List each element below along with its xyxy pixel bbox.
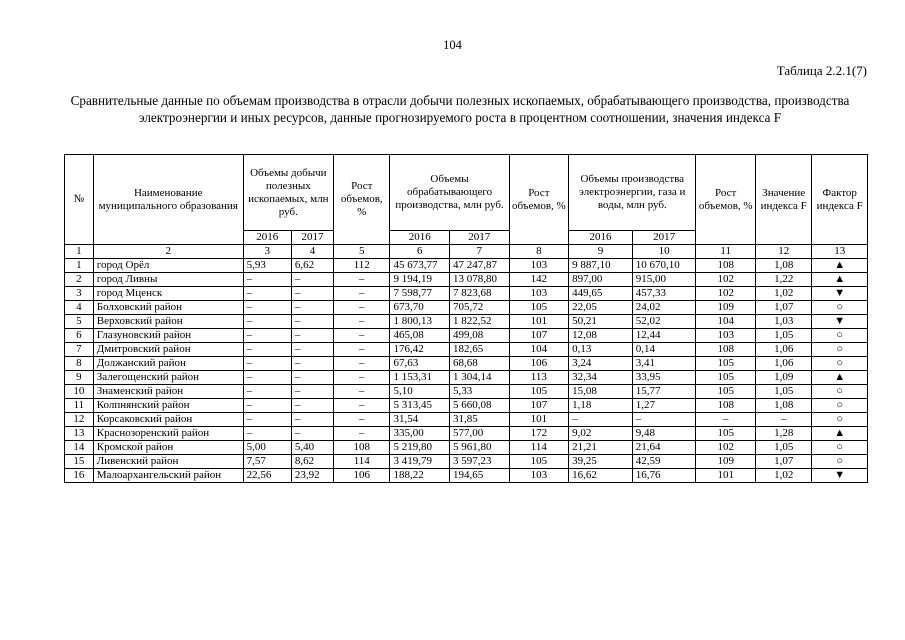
electricity-2017: 3,41: [632, 357, 696, 371]
municipality-name: Малоархангельский район: [93, 469, 243, 483]
row-number: 8: [65, 357, 94, 371]
manufacturing-2016: 7 598,77: [390, 287, 450, 301]
header-year: 2017: [291, 231, 333, 245]
manufacturing-growth: 106: [509, 357, 569, 371]
mining-2016: –: [243, 427, 291, 441]
manufacturing-2017: 705,72: [450, 301, 510, 315]
mining-2017: –: [291, 315, 333, 329]
mining-2016: 5,00: [243, 441, 291, 455]
electricity-2016: 12,08: [569, 329, 633, 343]
index-f-value: 1,08: [755, 399, 811, 413]
manufacturing-growth: 103: [509, 469, 569, 483]
electricity-growth: 102: [696, 273, 756, 287]
manufacturing-growth: 105: [509, 385, 569, 399]
table-row: [65, 315, 868, 329]
municipality-name: Залегощенский район: [93, 371, 243, 385]
table-row: [65, 273, 868, 287]
index-f-value: 1,22: [755, 273, 811, 287]
municipality-name: город Ливны: [93, 273, 243, 287]
electricity-2016: 1,18: [569, 399, 633, 413]
manufacturing-growth: 103: [509, 287, 569, 301]
index-f-factor-icon: ○: [812, 357, 868, 371]
row-number: 7: [65, 343, 94, 357]
electricity-2016: 897,00: [569, 273, 633, 287]
header-electricity-growth: Рост объемов, %: [696, 155, 756, 245]
row-number: 13: [65, 427, 94, 441]
table-row: [65, 357, 868, 371]
municipality-name: Ливенский район: [93, 455, 243, 469]
mining-growth: –: [334, 357, 390, 371]
manufacturing-2016: 335,00: [390, 427, 450, 441]
manufacturing-growth: 107: [509, 329, 569, 343]
manufacturing-growth: 113: [509, 371, 569, 385]
header-index-value: Значение индекса F: [755, 155, 811, 245]
mining-growth: –: [334, 385, 390, 399]
header-number: №: [65, 155, 94, 245]
electricity-2017: 24,02: [632, 301, 696, 315]
electricity-growth: 105: [696, 385, 756, 399]
header-year: 2016: [390, 231, 450, 245]
mining-2016: –: [243, 329, 291, 343]
electricity-growth: 101: [696, 469, 756, 483]
manufacturing-growth: 104: [509, 343, 569, 357]
mining-growth: 114: [334, 455, 390, 469]
index-f-value: 1,02: [755, 469, 811, 483]
table-row: [65, 301, 868, 315]
header-year: 2017: [450, 231, 510, 245]
electricity-2017: 42,59: [632, 455, 696, 469]
table-row: [65, 413, 868, 427]
mining-2017: –: [291, 329, 333, 343]
column-number: 7: [450, 245, 510, 259]
table-title: Сравнительные данные по объемам производства в отрасли добычи полезных ископаемых, обрабатывающего производства, производства электроэнергии и иных ресурсов, данные прогнозируемого роста в процентном соотношении, значения индекса F: [70, 93, 850, 125]
mining-growth: –: [334, 343, 390, 357]
index-f-value: 1,28: [755, 427, 811, 441]
electricity-growth: 105: [696, 371, 756, 385]
manufacturing-growth: 101: [509, 413, 569, 427]
index-f-factor-icon: ○: [812, 399, 868, 413]
row-number: 12: [65, 413, 94, 427]
header-index-factor: Фактор индекса F: [812, 155, 868, 245]
mining-2017: –: [291, 427, 333, 441]
row-number: 15: [65, 455, 94, 469]
electricity-growth: 105: [696, 357, 756, 371]
header-manufacturing: Объемы обрабатывающего производства, млн руб.: [390, 155, 509, 231]
mining-2016: –: [243, 413, 291, 427]
table-row: [65, 469, 868, 483]
table-row: [65, 455, 868, 469]
index-f-value: 1,03: [755, 315, 811, 329]
mining-2017: –: [291, 413, 333, 427]
electricity-2017: 9,48: [632, 427, 696, 441]
index-f-factor-icon: ▼: [812, 287, 868, 301]
mining-growth: –: [334, 399, 390, 413]
column-number: 6: [390, 245, 450, 259]
electricity-2017: 915,00: [632, 273, 696, 287]
table-body: [65, 259, 868, 483]
mining-2017: 5,40: [291, 441, 333, 455]
mining-growth: 112: [334, 259, 390, 273]
electricity-2017: 10 670,10: [632, 259, 696, 273]
manufacturing-2016: 465,08: [390, 329, 450, 343]
manufacturing-2017: 1 822,52: [450, 315, 510, 329]
header-mining: Объемы добычи полезных ископаемых, млн руб.: [243, 155, 333, 231]
row-number: 14: [65, 441, 94, 455]
header-year: 2016: [569, 231, 633, 245]
mining-2016: –: [243, 357, 291, 371]
mining-2016: 5,93: [243, 259, 291, 273]
electricity-2017: 33,95: [632, 371, 696, 385]
electricity-2016: 22,05: [569, 301, 633, 315]
page-number: 104: [443, 38, 462, 52]
manufacturing-2017: 5,33: [450, 385, 510, 399]
municipality-name: Дмитровский район: [93, 343, 243, 357]
mining-growth: –: [334, 287, 390, 301]
index-f-value: 1,06: [755, 357, 811, 371]
mining-2016: –: [243, 371, 291, 385]
electricity-2017: 12,44: [632, 329, 696, 343]
manufacturing-2017: 194,65: [450, 469, 510, 483]
column-number: 11: [696, 245, 756, 259]
index-f-factor-icon: ▲: [812, 273, 868, 287]
electricity-2017: 0,14: [632, 343, 696, 357]
electricity-2016: 449,65: [569, 287, 633, 301]
mining-2016: 22,56: [243, 469, 291, 483]
manufacturing-2017: 3 597,23: [450, 455, 510, 469]
electricity-2017: 1,27: [632, 399, 696, 413]
mining-2017: –: [291, 301, 333, 315]
index-f-factor-icon: ▼: [812, 315, 868, 329]
mining-growth: –: [334, 315, 390, 329]
mining-growth: 108: [334, 441, 390, 455]
electricity-2017: 52,02: [632, 315, 696, 329]
row-number: 9: [65, 371, 94, 385]
electricity-2016: 32,34: [569, 371, 633, 385]
electricity-growth: 104: [696, 315, 756, 329]
column-number: 12: [755, 245, 811, 259]
electricity-2016: 15,08: [569, 385, 633, 399]
mining-growth: –: [334, 273, 390, 287]
manufacturing-growth: 172: [509, 427, 569, 441]
index-f-factor-icon: ○: [812, 385, 868, 399]
manufacturing-growth: 114: [509, 441, 569, 455]
manufacturing-2016: 67,63: [390, 357, 450, 371]
table-row: [65, 399, 868, 413]
electricity-2016: 21,21: [569, 441, 633, 455]
manufacturing-2016: 188,22: [390, 469, 450, 483]
electricity-2017: 15,77: [632, 385, 696, 399]
mining-2017: –: [291, 287, 333, 301]
index-f-factor-icon: ○: [812, 343, 868, 357]
electricity-2017: –: [632, 413, 696, 427]
index-f-factor-icon: ○: [812, 455, 868, 469]
index-f-value: 1,07: [755, 301, 811, 315]
mining-2016: –: [243, 385, 291, 399]
index-f-value: 1,07: [755, 455, 811, 469]
manufacturing-2017: 68,68: [450, 357, 510, 371]
mining-2016: –: [243, 315, 291, 329]
header-name: Наименование муниципального образования: [93, 155, 243, 245]
mining-2017: –: [291, 343, 333, 357]
index-f-value: 1,08: [755, 259, 811, 273]
mining-2016: 7,57: [243, 455, 291, 469]
manufacturing-2016: 5 219,80: [390, 441, 450, 455]
row-number: 4: [65, 301, 94, 315]
mining-2017: –: [291, 385, 333, 399]
municipality-name: Верховский район: [93, 315, 243, 329]
column-number: 8: [509, 245, 569, 259]
index-f-value: 1,05: [755, 385, 811, 399]
table-row: [65, 287, 868, 301]
header-electricity: Объемы производства электроэнергии, газа и воды, млн руб.: [569, 155, 696, 231]
electricity-2016: 50,21: [569, 315, 633, 329]
mining-2016: –: [243, 287, 291, 301]
mining-growth: –: [334, 371, 390, 385]
electricity-growth: 108: [696, 259, 756, 273]
manufacturing-growth: 105: [509, 455, 569, 469]
index-f-factor-icon: ▲: [812, 259, 868, 273]
index-f-value: 1,09: [755, 371, 811, 385]
manufacturing-2016: 31,54: [390, 413, 450, 427]
column-number: 9: [569, 245, 633, 259]
manufacturing-2016: 5 313,45: [390, 399, 450, 413]
mining-2016: –: [243, 343, 291, 357]
electricity-2016: 39,25: [569, 455, 633, 469]
table-row: [65, 385, 868, 399]
index-f-value: –: [755, 413, 811, 427]
table-row: [65, 343, 868, 357]
column-number: 1: [65, 245, 94, 259]
index-f-factor-icon: ○: [812, 441, 868, 455]
column-number: 13: [812, 245, 868, 259]
column-number: 10: [632, 245, 696, 259]
index-f-value: 1,02: [755, 287, 811, 301]
row-number: 10: [65, 385, 94, 399]
electricity-growth: 103: [696, 329, 756, 343]
electricity-growth: 105: [696, 427, 756, 441]
mining-growth: –: [334, 329, 390, 343]
mining-2017: –: [291, 357, 333, 371]
mining-growth: –: [334, 301, 390, 315]
electricity-2016: 3,24: [569, 357, 633, 371]
manufacturing-2017: 13 078,80: [450, 273, 510, 287]
municipality-name: Колпнянский район: [93, 399, 243, 413]
manufacturing-growth: 101: [509, 315, 569, 329]
index-f-factor-icon: ○: [812, 301, 868, 315]
index-f-value: 1,05: [755, 329, 811, 343]
table-row: [65, 371, 868, 385]
row-number: 5: [65, 315, 94, 329]
manufacturing-growth: 105: [509, 301, 569, 315]
index-f-factor-icon: ▲: [812, 371, 868, 385]
electricity-growth: 102: [696, 441, 756, 455]
municipality-name: Краснозоренский район: [93, 427, 243, 441]
manufacturing-2016: 1 800,13: [390, 315, 450, 329]
manufacturing-growth: 103: [509, 259, 569, 273]
row-number: 1: [65, 259, 94, 273]
mining-2016: –: [243, 273, 291, 287]
index-f-factor-icon: ○: [812, 413, 868, 427]
mining-2017: –: [291, 371, 333, 385]
row-number: 2: [65, 273, 94, 287]
manufacturing-2017: 577,00: [450, 427, 510, 441]
row-number: 16: [65, 469, 94, 483]
manufacturing-2017: 1 304,14: [450, 371, 510, 385]
manufacturing-2016: 3 419,79: [390, 455, 450, 469]
mining-growth: 106: [334, 469, 390, 483]
municipality-name: Знаменский район: [93, 385, 243, 399]
header-year: 2017: [632, 231, 696, 245]
row-number: 3: [65, 287, 94, 301]
manufacturing-2016: 176,42: [390, 343, 450, 357]
manufacturing-growth: 142: [509, 273, 569, 287]
header-mining-growth: Рост объемов, %: [334, 155, 390, 245]
table-row: [65, 329, 868, 343]
table-label: Таблица 2.2.1(7): [776, 63, 867, 78]
index-f-factor-icon: ▲: [812, 427, 868, 441]
manufacturing-2017: 31,85: [450, 413, 510, 427]
table-row: [65, 259, 868, 273]
electricity-2016: 9 887,10: [569, 259, 633, 273]
mining-growth: –: [334, 413, 390, 427]
column-number-row: [65, 245, 868, 259]
table-row: [65, 441, 868, 455]
column-number: 3: [243, 245, 291, 259]
electricity-2017: 21,64: [632, 441, 696, 455]
municipality-name: Глазуновский район: [93, 329, 243, 343]
electricity-growth: –: [696, 413, 756, 427]
electricity-2016: 9,02: [569, 427, 633, 441]
index-f-value: 1,05: [755, 441, 811, 455]
manufacturing-2016: 1 153,31: [390, 371, 450, 385]
mining-growth: –: [334, 427, 390, 441]
municipality-name: город Мценск: [93, 287, 243, 301]
electricity-2017: 457,33: [632, 287, 696, 301]
electricity-growth: 108: [696, 343, 756, 357]
manufacturing-2017: 47 247,87: [450, 259, 510, 273]
municipality-name: Болховский район: [93, 301, 243, 315]
electricity-growth: 109: [696, 301, 756, 315]
electricity-growth: 108: [696, 399, 756, 413]
electricity-2017: 16,76: [632, 469, 696, 483]
electricity-growth: 102: [696, 287, 756, 301]
manufacturing-2016: 9 194,19: [390, 273, 450, 287]
table-row: [65, 427, 868, 441]
municipality-name: Кромской район: [93, 441, 243, 455]
manufacturing-2016: 45 673,77: [390, 259, 450, 273]
mining-2016: –: [243, 399, 291, 413]
mining-2017: 8,62: [291, 455, 333, 469]
mining-2017: 23,92: [291, 469, 333, 483]
row-number: 11: [65, 399, 94, 413]
mining-2017: 6,62: [291, 259, 333, 273]
manufacturing-2017: 499,08: [450, 329, 510, 343]
electricity-2016: –: [569, 413, 633, 427]
manufacturing-2016: 5,10: [390, 385, 450, 399]
manufacturing-2017: 7 823,68: [450, 287, 510, 301]
municipality-name: Должанский район: [93, 357, 243, 371]
manufacturing-2017: 5 660,08: [450, 399, 510, 413]
mining-2016: –: [243, 301, 291, 315]
municipality-name: город Орёл: [93, 259, 243, 273]
comparison-table: [64, 154, 868, 483]
electricity-growth: 109: [696, 455, 756, 469]
electricity-2016: 0,13: [569, 343, 633, 357]
manufacturing-2016: 673,70: [390, 301, 450, 315]
index-f-value: 1,06: [755, 343, 811, 357]
column-number: 5: [334, 245, 390, 259]
manufacturing-2017: 5 961,80: [450, 441, 510, 455]
index-f-factor-icon: ▼: [812, 469, 868, 483]
header-manufacturing-growth: Рост объемов, %: [509, 155, 569, 245]
mining-2017: –: [291, 273, 333, 287]
column-number: 4: [291, 245, 333, 259]
manufacturing-2017: 182,65: [450, 343, 510, 357]
header-year: 2016: [243, 231, 291, 245]
row-number: 6: [65, 329, 94, 343]
manufacturing-growth: 107: [509, 399, 569, 413]
index-f-factor-icon: ○: [812, 329, 868, 343]
electricity-2016: 16,62: [569, 469, 633, 483]
municipality-name: Корсаковский район: [93, 413, 243, 427]
mining-2017: –: [291, 399, 333, 413]
column-number: 2: [93, 245, 243, 259]
